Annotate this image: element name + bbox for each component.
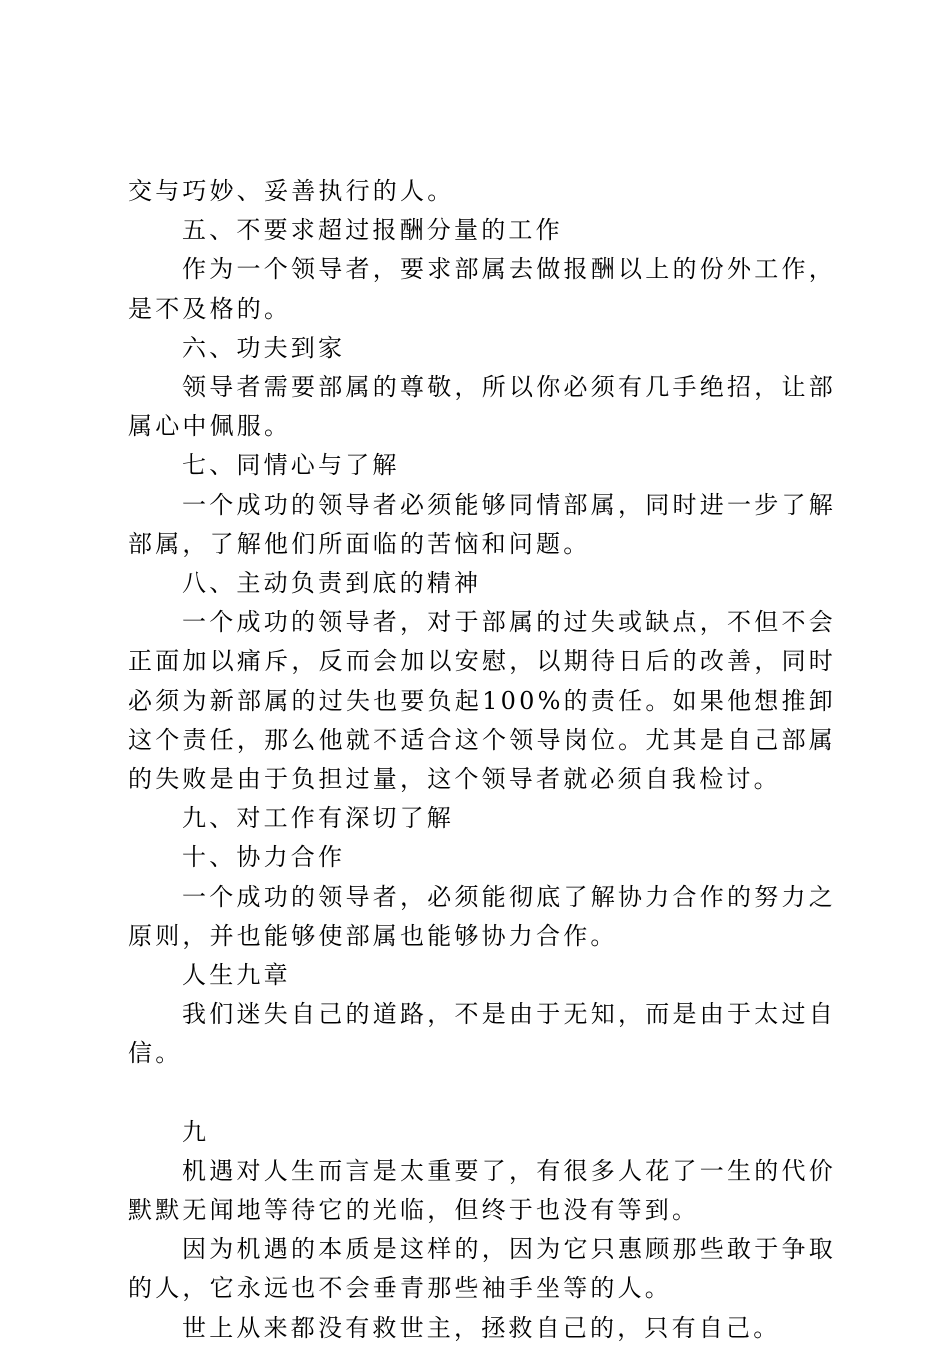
section-heading-5: 五、不要求超过报酬分量的工作: [182, 216, 563, 245]
section-heading-9: 九、对工作有深切了解: [182, 804, 454, 833]
blank-line: [128, 1074, 836, 1113]
paragraph: 因为机遇的本质是这样的，因为它只惠顾那些敢于争取的人，它永远也不会垂青那些袖手坐等的人。: [128, 1235, 836, 1303]
section-heading-10: 十、协力合作: [182, 843, 346, 872]
paragraph: 世上从来都没有救世主，拯救自己的，只有自己。: [182, 1313, 781, 1342]
paragraph: 机遇对人生而言是太重要了，有很多人花了一生的代价默默无闻地等待它的光临，但终于也没有等到。: [128, 1156, 836, 1225]
paragraph: 我们迷失自己的道路，不是由于无知，而是由于太过自信。: [128, 1000, 836, 1068]
paragraph: 一个成功的领导者，必须能彻底了解协力合作的努力之原则，并也能够使部属也能够协力合作。: [128, 882, 836, 950]
document-body: [128, 172, 836, 1348]
chapter-title: 人生九章: [182, 961, 291, 990]
paragraph: 领导者需要部属的尊敬，所以你必须有几手绝招，让部属心中佩服。: [128, 373, 836, 441]
paragraph: 作为一个领导者，要求部属去做报酬以上的份外工作，是不及格的。: [128, 255, 836, 323]
section-heading-6: 六、功夫到家: [182, 333, 346, 362]
paragraph: 一个成功的领导者，对于部属的过失或缺点，不但不会正面加以痛斥，反而会加以安慰，以期待日后的改善，同时必须为新部属的过失也要负起100%的责任。如果他想推卸这个责任，那么他就不适合这个领导岗位。尤其是自己部属的失败是由于负担过量，这个领导者就必须自我检讨。: [128, 608, 836, 794]
section-heading-7: 七、同情心与了解: [182, 451, 400, 480]
section-heading-8: 八、主动负责到底的精神: [182, 569, 482, 598]
paragraph: 一个成功的领导者必须能够同情部属，同时进一步了解部属，了解他们所面临的苦恼和问题。: [128, 490, 836, 558]
section-number: 九: [182, 1117, 210, 1146]
paragraph-continuation: 交与巧妙、妥善执行的人。: [128, 177, 455, 205]
